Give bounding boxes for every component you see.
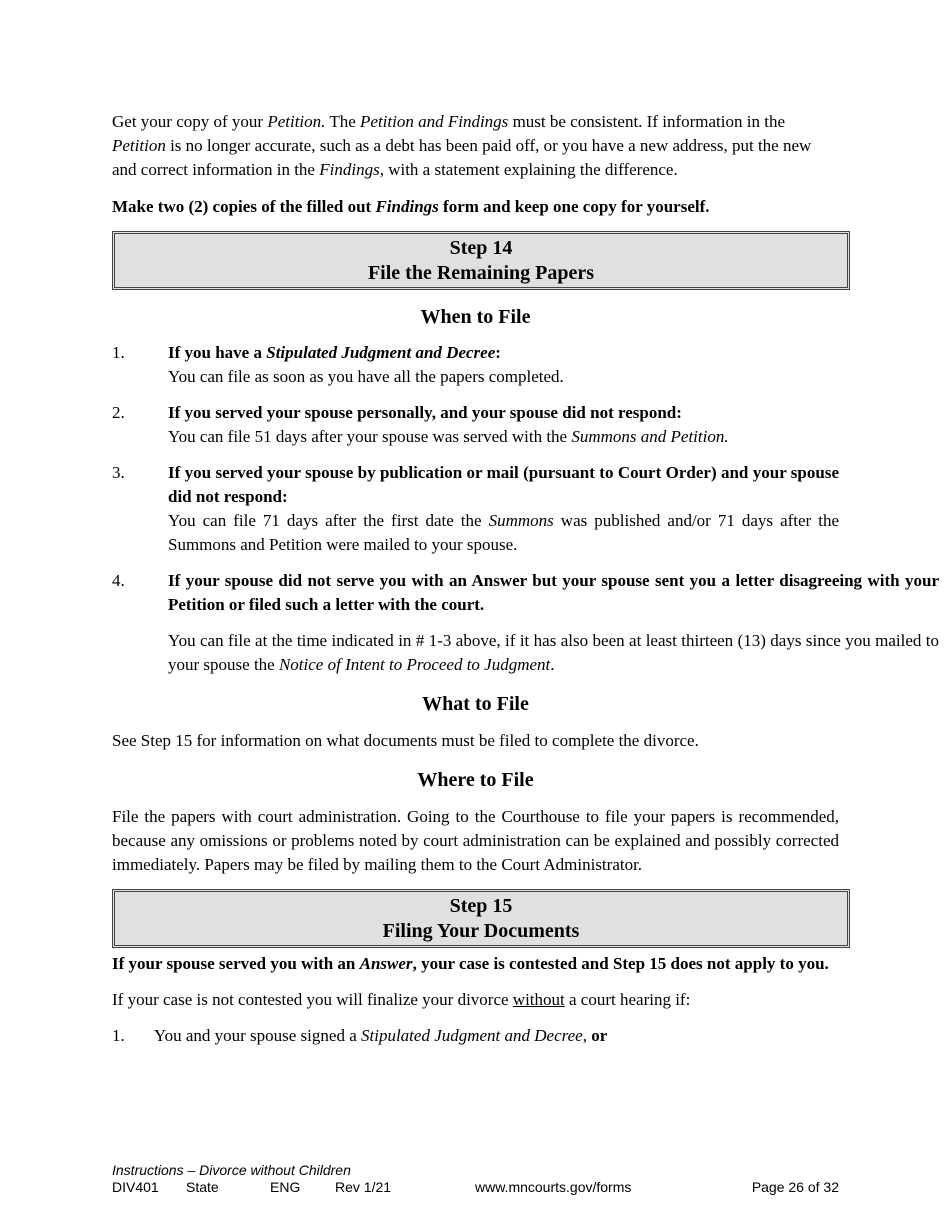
not-contested-text: If your case is not contested you will finalize your divorce without a court hearing if: bbox=[112, 990, 691, 1009]
what-to-file-text: See Step 15 for information on what documents must be filed to complete the divorce. bbox=[112, 731, 699, 750]
step15-title: Filing Your Documents bbox=[382, 920, 580, 942]
what-to-file-heading: What to File bbox=[422, 693, 529, 715]
step14-number: Step 14 bbox=[449, 237, 513, 259]
step14-banner bbox=[112, 231, 850, 290]
when-item-4: 4. If your spouse did not serve you with an Answer but your spouse sent you a letter disagreeing with your Petition or filed such a letter with the court. You can file at the time indicated in # 1-3 above, if it has also been at least thirteen (13) days since you mailed to your spouse the Notice of Intent to Proceed to Judgment. bbox=[112, 571, 939, 674]
document-body bbox=[112, 110, 939, 1048]
when-item-1: 1. If you have a Stipulated Judgment and Decree: You can file as soon as you have all the papers completed. bbox=[112, 343, 564, 386]
footer-revision: Rev 1/21 bbox=[335, 1179, 392, 1195]
step15-number: Step 15 bbox=[449, 895, 513, 917]
where-to-file-heading: Where to File bbox=[417, 769, 534, 791]
footer-title: Instructions – Divorce without Children bbox=[112, 1162, 351, 1178]
step15-banner bbox=[112, 889, 850, 948]
when-item-2: 2. If you served your spouse personally, and your spouse did not respond: You can file 51 days after your spouse was served with the Summons and Petition. bbox=[112, 403, 729, 446]
footer-state: State bbox=[186, 1179, 219, 1195]
footer-url[interactable]: www.mncourts.gov/forms bbox=[475, 1179, 632, 1195]
step14-title: File the Remaining Papers bbox=[367, 262, 595, 284]
footer-page-number: Page 26 of 32 bbox=[751, 1179, 839, 1195]
when-item-3: 3. If you served your spouse by publication or mail (pursuant to Court Order) and your spouse did not respond: You can file 71 days after the first date the Summons was published and/or 71 days after the Summons and Petition were mailed to your spouse. bbox=[112, 463, 839, 554]
footer-form-code: DIV401 bbox=[112, 1179, 159, 1195]
footer-language: ENG bbox=[270, 1179, 301, 1195]
page-footer bbox=[112, 1162, 839, 1196]
contested-note: If your spouse served you with an Answer, your case is contested and Step 15 does not apply to you. bbox=[112, 954, 829, 973]
when-to-file-heading: When to File bbox=[420, 306, 531, 328]
step15-item-1: 1. You and your spouse signed a Stipulated Judgment and Decree, or bbox=[112, 1026, 608, 1045]
intro-paragraph: Get your copy of your Petition. The Petition and Findings must be consistent. If information in the Petition is no longer accurate, such as a debt has been paid off, or you have a new address, put the new and correct information in the Findings, with a statement explaining the difference. bbox=[112, 112, 812, 179]
copies-instruction: Make two (2) copies of the filled out Findings form and keep one copy for yourself. bbox=[112, 197, 710, 216]
where-to-file-text: File the papers with court administration. Going to the Courthouse to file your papers is recommended, because any omissions or problems noted by court administration can be explained and possibly corrected immediately. Papers may be filed by mailing them to the Court Administrator. bbox=[112, 807, 839, 874]
